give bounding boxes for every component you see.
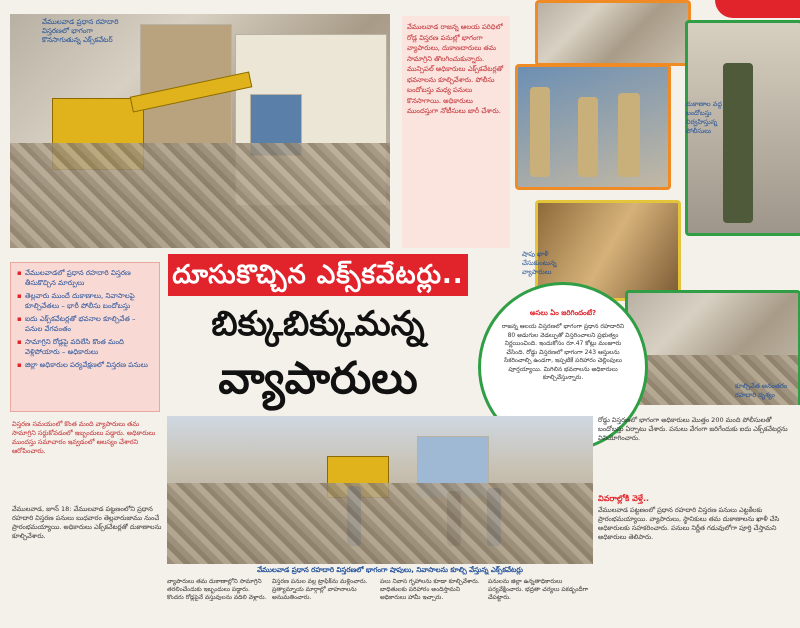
police-figure (618, 93, 640, 177)
right-subhead: వివరాల్లోకి వెళ్తే.. (598, 494, 650, 503)
right-top-paragraph: వేములవాడ రాజన్న ఆలయ పరిధిలో రోడ్ల విస్తరణ పనుల్లో భాగంగా వ్యాపారులు, దుకాణదారులు తమ సామాగ్రిని తొలగించుకున్నారు. మున్సిపల్ అధికారులు ఎక్స్‌కవేటర్లతో భవనాలను కూల్చివేశారు. పోలీసు బందోబస్తు మధ్య పనులు కొనసాగాయి. అధికారులు ముందస్తుగా నోటీసులు జారీ చేశారు. (402, 16, 510, 248)
info-circle-text: రాజన్న ఆలయ విస్తరణలో భాగంగా ప్రధాన రహదారిని 80 అడుగుల వెడల్పుతో విస్తరించాలని ప్రభుత్వం నిర్ణయించింది. ఇందుకోసం రూ.47 కోట్లు మంజూరు చేసింది. రోడ్డు విస్తరణలో భాగంగా 243 ఆస్తులను సేకరించాల్సి ఉండగా, ఇప్పటికే పరిహారం చెల్లింపులు పూర్తయ్యాయి. మిగిలిన భవనాలను అధికారులు కూల్చివేస్తున్నారు. (501, 323, 625, 381)
rubble-area (10, 143, 390, 248)
bottom-column-1: వ్యాపారులు తమ దుకాణాల్లోని సామాగ్రిని తరలించేందుకు ఇబ్బందులు పడ్డారు. కొందరు రోడ్లపైనే వస్తువులను వదిలి వెళ్లారు. (167, 578, 267, 601)
soldier-figure (723, 63, 753, 223)
info-circle-title: అసలు ఏం జరిగిందంటే? (529, 309, 597, 317)
right-mid-paragraph: రోడ్డు విస్తరణలో భాగంగా అధికారులు మొత్తం 200 మంది పోలీసులతో బందోబస్తు ఏర్పాటు చేశారు. పనులు వేగంగా జరిగేందుకు ఐదు ఎక్స్‌కవేటర్లను వినియోగించారు. (598, 416, 788, 442)
highlight-item: ▪ ఐదు ఎక్స్‌కవేటర్లతో భవనాల కూల్చివేత – పనుల వేగవంతం (17, 315, 153, 334)
top-photo-caption: వేములవాడ ప్రధాన రహదారి విస్తరణలో భాగంగా కొనసాగుతున్న ఎక్స్‌కవేటర్ (42, 18, 119, 44)
police-figure (530, 87, 550, 177)
police-figure (578, 97, 598, 177)
police-photo-shop (515, 64, 671, 190)
road-caption: కూల్చివేత అనంతరం రహదారి దృశ్యం (735, 382, 788, 399)
headline-line-1: బిక్కుబిక్కుమన్న (211, 304, 425, 344)
police-caption: దుకాణాల వద్ద బందోబస్తు నిర్వహిస్తున్న పోలీసులు (686, 100, 722, 135)
left-red-paragraph: విస్తరణ సమయంలో కొంత మంది వ్యాపారులు తమ సామాగ్రిని సర్దుకోవడంలో ఇబ్బందులు పడ్డారు. అధికారులు ముందస్తు సమాచారం ఇవ్వడంలో ఆలస్యం చేశారని ఆరోపించారు. (12, 420, 156, 455)
bottom-center-caption: వేములవాడ ప్రధాన రహదారి విస్తరణలో భాగంగా షాపులు, నివాసాలను కూల్చి వేస్తున్న ఎక్స్‌కవేటర్లు (257, 566, 523, 574)
shop-photo-top (535, 0, 691, 66)
right-bottom-paragraph: వేములవాడ పట్టణంలో ప్రధాన రహదారి విస్తరణ పనులు ఎట్టకేలకు ప్రారంభమయ్యాయి. వ్యాపారులు, స్థానికులు తమ దుకాణాలను ఖాళీ చేసి అధికారులకు సహకరించారు. పనులు నిర్ణీత గడువులోగా పూర్తి చేస్తామని అధికారులు తెలిపారు. (598, 506, 780, 541)
bottom-column-3: పలు నివాస గృహాలను కూడా కూల్చివేశారు. బాధితులకు పరిహారం అందిస్తామని అధికారులు హామీ ఇచ్చారు. (380, 578, 480, 601)
highlights-list (17, 269, 153, 371)
callout-caption: షాపు ఖాళీ చేసుకుంటున్న వ్యాపారులు (522, 250, 557, 276)
highlights-box (10, 262, 160, 412)
highlight-item: ▪ సామాగ్రిని రోడ్లపై వదిలేసి కొంత మంది వెళ్లిపోయారు – అధికారులు (17, 338, 153, 357)
banner-headline: దూసుకొచ్చిన ఎక్స్‌కవేటర్లు.. (168, 254, 468, 296)
highlight-item: ▪ వేములవాడలో ప్రధాన రహదారి విస్తరణ తీసుకొచ్చిన మార్పులు (17, 269, 153, 288)
left-body-paragraph: వేములవాడ, జూన్ 18: వేములవాడ పట్టణంలోని ప్రధాన రహదారి విస్తరణ పనులు బుధవారం తెల్లవారుజాము నుంచే ప్రారంభమయ్యాయి. అధికారులు ఎక్స్‌కవేటర్లతో దుకాణాలను కూల్చివేశారు. (12, 505, 162, 540)
bottom-column-4: పనులను జిల్లా ఉన్నతాధికారులు పర్యవేక్షించారు. భద్రతా చర్యలు పకడ్బందీగా చేపట్టారు. (488, 578, 589, 601)
highlight-item: ▪ తెల్లవారు ముందే దుకాణాలు, నివాసాలపై కూల్చివేతలు – భారీ పోలీసు బందోబస్తు (17, 292, 153, 311)
rubble-area (167, 483, 593, 564)
headline-line-2: వ్యాపారులు (218, 353, 418, 404)
bottom-column-2: విస్తరణ పనుల వల్ల ట్రాఫిక్‌ను మళ్లించారు. ప్రత్యామ్నాయ మార్గాల్లో వాహనాలను అనుమతించారు. (272, 578, 368, 601)
excavator-photo (10, 14, 390, 248)
bottom-demolition-photo (167, 416, 593, 564)
highlight-item: ▪ జిల్లా అధికారుల పర్యవేక్షణలో విస్తరణ పనులు (17, 361, 153, 371)
top-red-corner (715, 0, 800, 18)
